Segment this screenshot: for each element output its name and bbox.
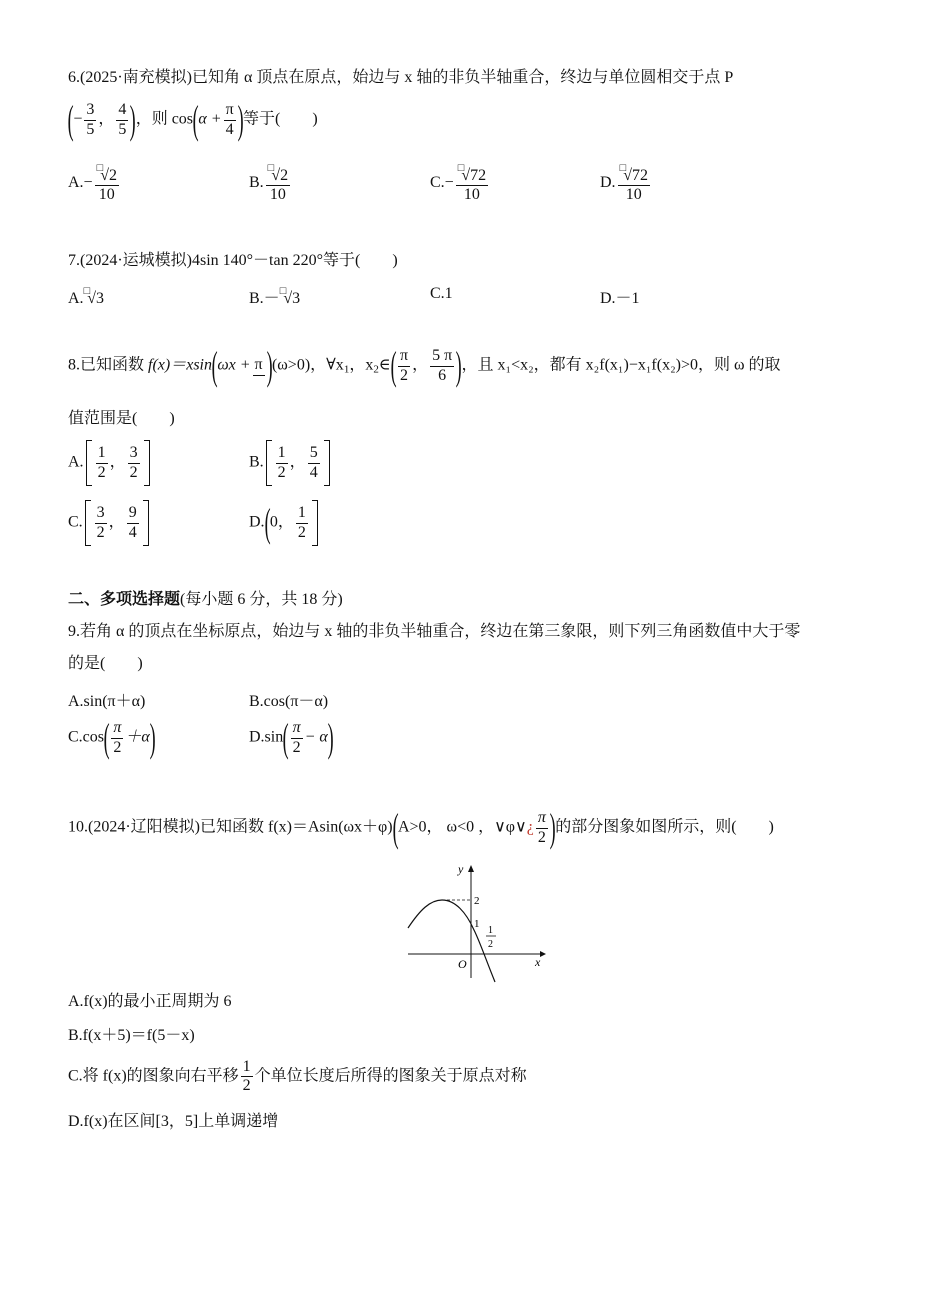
q10-option-c[interactable]: C.将 f(x)的图象向右平移 $\frac{1}{2}$ 个单位长度后所得的图象关于原点对称 <box>68 1058 527 1095</box>
y-label: y <box>458 862 464 876</box>
q10-option-a[interactable]: A.f(x)的最小正周期为 6 <box>68 993 232 1010</box>
sine-curve <box>408 900 495 982</box>
q8-option-a[interactable]: A. $\frac{1}{2}$ ， $\frac{3}{2}$ <box>68 440 152 486</box>
q9-stem-line2: 的是( ) <box>68 655 143 672</box>
q10-graph <box>400 860 550 985</box>
q7-option-b[interactable]: B.－□√3 <box>249 285 301 307</box>
q10-stem: 10.(2024·辽阳模拟)已知函数 f(x)＝Asin(ωx＋φ)(A>0， ω<0 ，∨φ∨¿ $\frac{\pi}{2}$ )的部分图象如图所示，则( ) <box>68 805 774 850</box>
q9-option-b[interactable]: B.cos(π－α) <box>249 693 329 710</box>
q7-option-a[interactable]: A.□√3 <box>68 285 104 307</box>
q7-stem: 7.(2024·运城模拟)4sin 140°－tan 220°等于( ) <box>68 252 398 269</box>
q10-option-d[interactable]: D.f(x)在区间[3，5]上单调递增 <box>68 1113 279 1130</box>
q6-option-d[interactable]: D. $\frac{^□√72}{10}$ <box>600 162 648 204</box>
q9-option-c[interactable]: C.cos( $\frac{\pi}{2}$ ＋α) <box>68 715 156 760</box>
q9-option-d[interactable]: D.sin( $\frac{\pi}{2}$ − α) <box>249 715 334 760</box>
origin-label: O <box>458 957 467 971</box>
q7-option-c[interactable]: C.1 <box>430 285 453 302</box>
x-label: x <box>535 955 541 969</box>
half-den: 2 <box>488 939 493 950</box>
tick-2: 2 <box>474 895 480 907</box>
x-axis-arrow <box>540 951 546 957</box>
q8-option-b[interactable]: B. $\frac{1}{2}$ ， $\frac{5}{4}$ <box>249 440 332 486</box>
section-heading: 二、多项选择题(每小题 6 分，共 18 分) <box>68 591 343 608</box>
q10-option-b[interactable]: B.f(x＋5)＝f(5－x) <box>68 1027 195 1044</box>
q6-option-b[interactable]: B. $\frac{^□√2}{10}$ <box>249 162 289 204</box>
q6-option-a[interactable]: A.− $\frac{^□√2}{10}$ <box>68 162 118 204</box>
q8-option-c[interactable]: C. $\frac{3}{2}$ ， $\frac{9}{4}$ <box>68 500 151 546</box>
q6-option-c[interactable]: C.− $\frac{^□√72}{10}$ <box>430 162 487 204</box>
q8-line2: 值范围是( ) <box>68 410 175 427</box>
y-axis-arrow <box>468 865 474 872</box>
q7-option-d[interactable]: D.－1 <box>600 290 640 307</box>
q9-stem-line1: 9.若角 α 的顶点在坐标原点，始边与 x 轴的非负半轴重合，终边在第三象限，则下列三角函数值中大于零 <box>68 623 801 640</box>
q6-stem: 6.(2025·南充模拟)已知角 α 顶点在原点，始边与 x 轴的非负半轴重合，终边与单位圆相交于点 P <box>68 69 734 86</box>
q8-stem: 8.已知函数 f(x)＝xsin(ωx + π )(ω>0)，$\forall x_1$，$x_2\in$( $\frac{\pi}{2}$ ， $\frac{5 \pi}{6}$ )，且 x₁<x₂，都有 x₂f(x₁)−x₁f(x₂)>0，则 ω 的取 <box>68 343 781 388</box>
q9-option-a[interactable]: A.sin(π＋α) <box>68 693 146 710</box>
q6-line2: (− $\frac{3}{5}$ ， $\frac{4}{5}$ )，则 cos(α + $\frac{\pi}{4}$ )等于( ) <box>67 97 318 142</box>
tick-1: 1 <box>474 918 480 930</box>
half-num: 1 <box>488 925 493 936</box>
q8-option-d[interactable]: D.(0， $\frac{1}{2}$ <box>249 500 320 546</box>
